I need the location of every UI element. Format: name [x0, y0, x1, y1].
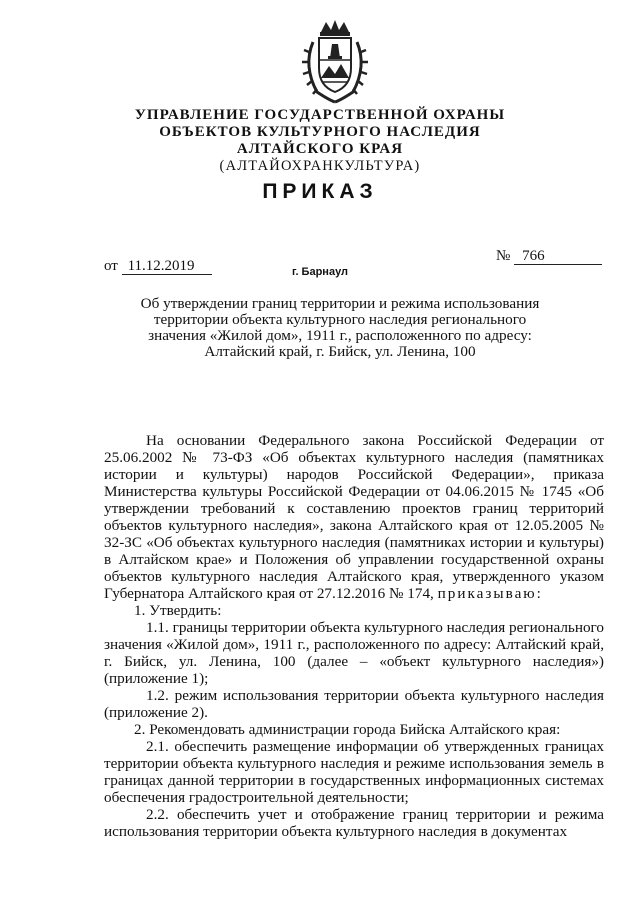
subject-line2: территории объекта культурного наследия регионального: [153, 311, 527, 328]
order-subject: [120, 296, 560, 360]
agency-header: [0, 107, 640, 175]
issue-city: г. Барнаул: [291, 266, 349, 278]
agency-abbreviation: (АЛТАЙОХРАНКУЛЬТУРА): [219, 158, 421, 174]
item-1-1: 1.1. границы территории объекта культурного наследия регионального значения «Жилой дом», 1911 г., расположенного по адресу: Алтайский край, г. Бийск, ул. Ленина, 100 (далее – «объект культурного наследия») (приложение 1);: [104, 619, 604, 687]
subject-line1: Об утверждении границ территории и режима использования: [140, 295, 540, 312]
item-2-2: 2.2. обеспечить учет и отображение границ территории и режима использования территории объекта культурного наследия в документах: [104, 806, 604, 840]
order-body: [104, 432, 604, 840]
number-value: 766: [514, 249, 602, 265]
agency-name-line3: АЛТАЙСКОГО КРАЯ: [236, 141, 404, 157]
order-word: приказываю:: [437, 585, 543, 602]
preamble-paragraph: [104, 432, 604, 602]
agency-name-line2: ОБЪЕКТОВ КУЛЬТУРНОГО НАСЛЕДИЯ: [159, 124, 481, 140]
preamble-text: На основании Федерального закона Российской Федерации от 25.06.2002 № 73-ФЗ «Об объектах культурного наследия (памятниках истории и культуры) народов Российской Федерации», приказа Министерства культуры Российской Федерации от 04.06.2015 № 1745 «Об утверждении требований к составлению проектов границ территорий объектов культурного наследия», закона Алтайского края от 12.05.2005 № 32-ЗС «Об объектах культурного наследия (памятниках истории и культуры) в Алтайском крае» и Положения об управлении государственной охраны объектов культурного наследия Алтайского края, утвержденного указом Губернатора Алтайского края от 27.12.2016 № 174,: [104, 432, 604, 602]
item-2: 2. Рекомендовать администрации города Бийска Алтайского края:: [134, 721, 561, 738]
subject-line4: Алтайский край, г. Бийск, ул. Ленина, 100: [204, 343, 476, 360]
item-1-2: 1.2. режим использования территории объекта культурного наследия (приложение 2).: [104, 687, 604, 721]
item-2-1: 2.1. обеспечить размещение информации об утвержденных границах территории объекта культурного наследия и режиме использования земель в границах данной территории в государственных информационных системах обеспечения градостроительной деятельности;: [104, 738, 604, 806]
date-value: 11.12.2019: [122, 259, 212, 275]
document-title: ПРИКАЗ: [262, 180, 378, 203]
order-number: [496, 248, 602, 265]
subject-line3: значения «Жилой дом», 1911 г., расположенного по адресу:: [148, 327, 532, 344]
coat-of-arms-icon: [299, 18, 371, 104]
agency-name-line1: УПРАВЛЕНИЕ ГОСУДАРСТВЕННОЙ ОХРАНЫ: [134, 107, 506, 123]
number-prefix: №: [496, 248, 511, 264]
item-1: 1. Утвердить:: [134, 602, 222, 619]
date-prefix: от: [104, 258, 118, 274]
